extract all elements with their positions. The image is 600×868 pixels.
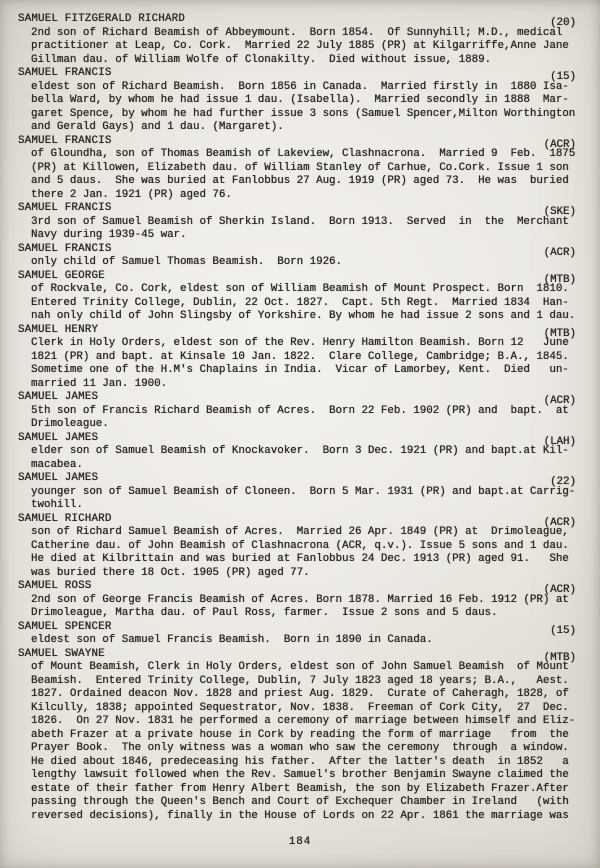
entry-line: was buried there 18 Oct. 1905 (PR) aged 77. xyxy=(31,566,310,579)
entry-body xyxy=(18,148,576,202)
entry-name: SAMUEL GEORGE xyxy=(18,269,105,282)
entry-line: Beamish. Entered Trinity College, Dublin, 7 July 1823 aged 18 years; B.A., Aest. xyxy=(31,674,569,687)
entry-body xyxy=(18,27,576,68)
entry-name: SAMUEL JAMES xyxy=(18,472,99,484)
entry-name: SAMUEL HENRY xyxy=(18,323,99,336)
entry-body xyxy=(18,283,576,324)
entry-reference-code: (ACR) xyxy=(543,516,576,529)
entry-line: of Rockvale, Co. Cork, eldest son of William Beamish of Mount Prospect. Born 1810. xyxy=(31,283,569,295)
entry xyxy=(18,202,576,243)
entry-line: Catherine dau. of John Beamish of Clashnacrona (ACR, q.v.). Issue 5 sons and 1 dau. xyxy=(31,539,569,552)
entry-reference-code: (22) xyxy=(550,476,576,488)
entry-reference-code: (20) xyxy=(550,17,576,29)
entry-header xyxy=(18,243,576,257)
entry-line: elder son of Samuel Beamish of Knockavoker. Born 3 Dec. 1921 (PR) and bapt.at Kil- xyxy=(31,445,569,457)
entry-line: 1826. On 27 Nov. 1831 he performed a ceremony of marriage between himself and Eliz- xyxy=(31,715,576,727)
entry-reference-code: (ACR) xyxy=(543,584,576,596)
entry-reference-code: (MTB) xyxy=(543,273,576,286)
entry xyxy=(18,391,576,432)
entry-header xyxy=(18,472,576,486)
entry-header xyxy=(18,432,576,446)
page-number: 184 xyxy=(288,836,312,848)
entry-name: SAMUEL RICHARD xyxy=(18,512,112,525)
entry-reference-code: (ACR) xyxy=(543,395,576,407)
entry-body xyxy=(18,81,576,135)
entry-header xyxy=(18,513,576,527)
entry-line: (PR) at Killowen, Elizabeth dau. of William Stanley of Carhue, Co.Cork. Issue 1 son xyxy=(31,161,569,174)
entry-line: eldest son of Richard Beamish. Born 1856 in Canada. Married firstly in 1880 Isa- xyxy=(31,80,569,93)
entry-line: 2nd son of George Francis Beamish of Acres. Born 1878. Married 16 Feb. 1912 (PR) at xyxy=(31,593,569,606)
entry xyxy=(18,324,576,392)
entry-header xyxy=(18,580,576,594)
entry-line: Kilcully, 1838; appointed Sequestrator, Nov. 1838. Freeman of Cork City, 27 Dec. xyxy=(31,701,569,714)
entry-line: and Gerald Gays) and 1 dau. (Margaret). xyxy=(31,121,284,133)
entry-line: 1827. Ordained deacon Nov. 1828 and priest Aug. 1829. Curate of Caheragh, 1828, of xyxy=(31,688,569,700)
entry-name: SAMUEL JAMES xyxy=(18,431,99,444)
entry xyxy=(18,648,576,824)
entry-line: 1821 (PR) and bapt. at Kinsale 10 Jan. 1822. Clare College, Cambridge; B.A., 1845. xyxy=(31,350,569,363)
entry-name: SAMUEL FRANCIS xyxy=(18,202,112,214)
entry-line: macabea. xyxy=(31,458,83,471)
entry-header xyxy=(18,67,576,81)
entry-line: Sometime one of the H.M's Chaplains in India. Vicar of Lamorbey, Kent. Died un- xyxy=(31,364,569,376)
entry-body xyxy=(18,445,576,472)
entry-line: married 11 Jan. 1900. xyxy=(31,377,168,390)
entry-line: practitioner at Leap, Co. Cork. Married 22 July 1885 (PR) at Kilgarriffe,Anne Jane xyxy=(31,40,569,52)
entry xyxy=(18,270,576,324)
entry-name: SAMUEL SWAYNE xyxy=(18,647,105,660)
entry-header xyxy=(18,135,576,149)
entry-line: 5th son of Francis Richard Beamish of Acres. Born 22 Feb. 1902 (PR) and bapt. at xyxy=(31,404,569,417)
entry-reference-code: (LAH) xyxy=(543,435,576,448)
entry-reference-code: (SKE) xyxy=(543,206,576,218)
entry-reference-code: (MTB) xyxy=(543,651,576,664)
entry-line: Gillman dau. of William Wolfe of Clonakilty. Died without issue, 1889. xyxy=(31,53,492,66)
entry-header xyxy=(18,621,576,635)
entry xyxy=(18,13,576,67)
entry-line: Clerk in Holy Orders, eldest son of the Rev. Henry Hamilton Beamish. Born 12 June xyxy=(31,337,569,349)
entry-line: lengthy lawsuit followed when the Rev. Samuel's brother Benjamin Swayne claimed the xyxy=(31,769,569,781)
entry-line: Prayer Book. The only witness was a woman who saw the ceremony through a window. xyxy=(31,742,569,754)
entry xyxy=(18,621,576,648)
entry-line: of Gloundha, son of Thomas Beamish of Lakeview, Clashnacrona. Married 9 Feb. 1875 xyxy=(31,148,576,160)
entry-header xyxy=(18,391,576,405)
entry xyxy=(18,135,576,203)
entry-name: SAMUEL FITZGERALD RICHARD xyxy=(18,13,185,25)
entry xyxy=(18,67,576,135)
entry-name: SAMUEL JAMES xyxy=(18,391,99,403)
entry-name: SAMUEL ROSS xyxy=(18,580,92,592)
entry-body xyxy=(18,337,576,391)
entry-line: He died about 1846, predeceasing his father. After the latter's death in 1852 a xyxy=(31,755,569,768)
entry-reference-code: (ACR) xyxy=(543,246,576,259)
entry-line: nah only child of John Slingsby of Yorkshire. By whom he had issue 2 sons and 1 dau. xyxy=(31,310,576,322)
entry-line: twohill. xyxy=(31,499,83,511)
entry-body xyxy=(18,256,576,270)
entry-line: and 5 daus. She was buried at Fanlobbus 27 Aug. 1919 (PR) aged 73. He was buried xyxy=(31,175,569,187)
entry-line: Navy during 1939-45 war. xyxy=(31,229,187,241)
entry-line: Drimoleague, Martha dau. of Paul Ross, farmer. Issue 2 sons and 5 daus. xyxy=(31,607,498,619)
entry-body xyxy=(18,486,576,513)
entry xyxy=(18,472,576,513)
entry-body xyxy=(18,661,576,823)
entry-body xyxy=(18,216,576,243)
entry xyxy=(18,243,576,270)
entry-line: there 2 Jan. 1921 (PR) aged 76. xyxy=(31,188,232,201)
entry-line: Drimoleague. xyxy=(31,418,109,430)
entry-reference-code: (15) xyxy=(550,71,576,83)
entry-body xyxy=(18,526,576,580)
entry-line: younger son of Samuel Beamish of Cloneen. Born 5 Mar. 1931 (PR) and bapt.at Carrig- xyxy=(31,485,576,498)
entry-line: garet Spence, by whom he had further issue 3 sons (Samuel Spencer,Milton Worthington xyxy=(31,107,576,120)
entry-header xyxy=(18,202,576,216)
entry-header xyxy=(18,13,576,27)
entry-line: only child of Samuel Thomas Beamish. Born 1926. xyxy=(31,256,343,268)
entry-line: reversed decisions), finally in the House of Lords on 22 Apr. 1861 the marriage was xyxy=(31,809,569,822)
entry-header xyxy=(18,648,576,662)
entry-name: SAMUEL FRANCIS xyxy=(18,67,112,79)
entry-body xyxy=(18,405,576,432)
entry-line: bella Ward, by whom he had issue 1 dau. (Isabella). Married secondly in 1888 Mar- xyxy=(31,94,569,106)
entry-line: eldest son of Samuel Francis Beamish. Born in 1890 in Canada. xyxy=(31,634,433,646)
entry-line: 2nd son of Richard Beamish of Abbeymount. Born 1854. Of Sunnyhill; M.D., medical xyxy=(31,26,563,39)
entry xyxy=(18,513,576,581)
entry-reference-code: (15) xyxy=(550,624,576,637)
entry-header xyxy=(18,270,576,284)
entry-line: He died at Kilbrittain and was buried at Fanlobbus 24 Dec. 1913 (PR) aged 91. She xyxy=(31,553,569,565)
entry-reference-code: (ACR) xyxy=(543,138,576,151)
entry-line: of Mount Beamish, Clerk in Holy Orders, eldest son of John Samuel Beamish of Mount xyxy=(31,661,569,673)
entry-body xyxy=(18,594,576,621)
entry-line: abeth Frazer at a private house in Cork by reading the form of marriage from the xyxy=(31,728,569,741)
entry-reference-code: (MTB) xyxy=(543,327,576,340)
entry-name: SAMUEL SPENCER xyxy=(18,620,112,633)
entry xyxy=(18,580,576,621)
entry xyxy=(18,432,576,473)
entry-line: son of Richard Samuel Beamish of Acres. Married 26 Apr. 1849 (PR) at Drimoleague, xyxy=(31,526,569,538)
entry-body xyxy=(18,634,576,648)
entries-list xyxy=(18,13,576,823)
entry-header xyxy=(18,324,576,338)
entry-name: SAMUEL FRANCIS xyxy=(18,242,112,255)
entry-line: estate of their father from Henry Albert Beamish, the son by Elizabeth Frazer.After xyxy=(31,782,569,795)
entry-line: passing through the Queen's Bench and Court of Exchequer Chamber in Ireland (with xyxy=(31,796,569,808)
entry-line: Entered Trinity College, Dublin, 22 Oct. 1827. Capt. 5th Regt. Married 1834 Han- xyxy=(31,296,569,309)
entry-name: SAMUEL FRANCIS xyxy=(18,134,112,147)
entry-line: 3rd son of Samuel Beamish of Sherkin Island. Born 1913. Served in the Merchant xyxy=(31,215,569,228)
